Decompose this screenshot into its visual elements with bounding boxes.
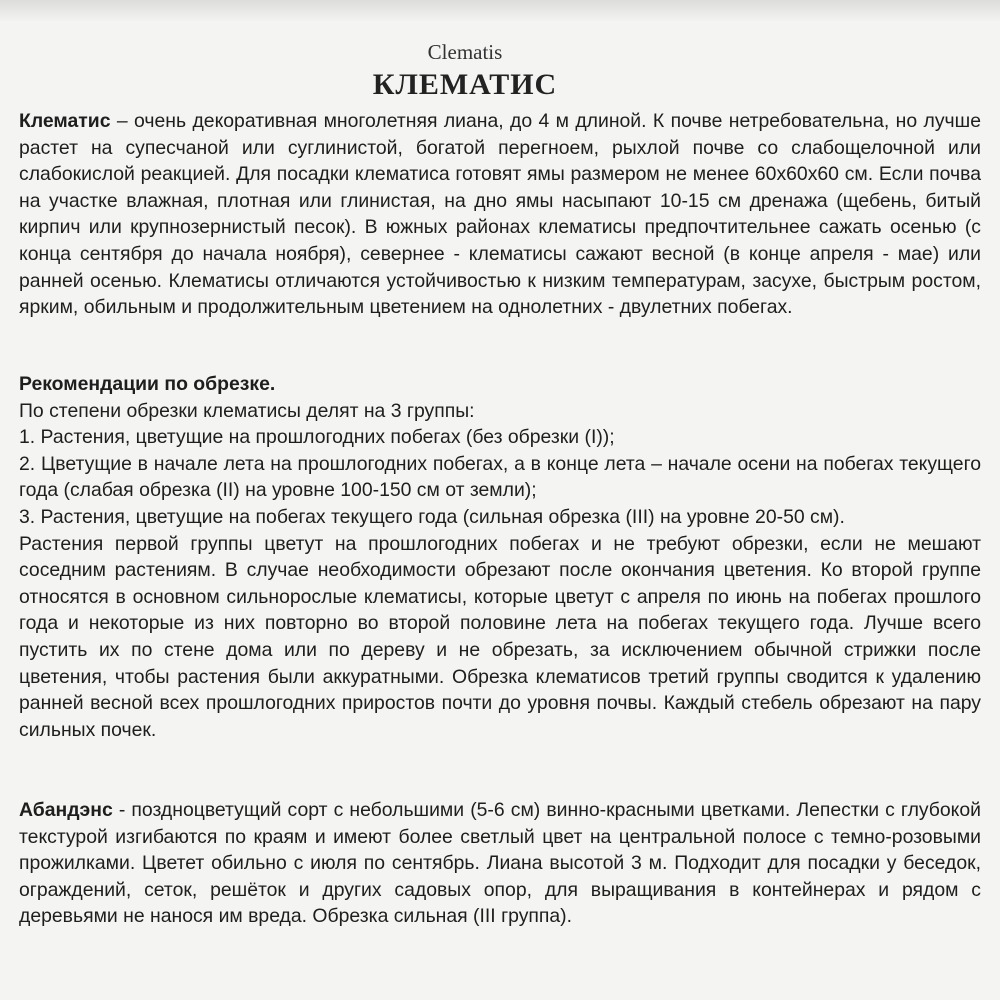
pruning-heading: Рекомендации по обрезке. [19, 373, 276, 395]
variety-text: - поздноцветущий сорт с небольшими (5-6 см) винно-красными цветками. Лепестки с глубокой текстурой изгибаются по краям и имеют более светлый цвет на центральной полосе с темно-розовыми прожилками. Цветет обильно с июля по сентябрь. Лиана высотой 3 м. Подходит для посадки у беседок, ограждений, сеток, решёток и других садовых опор, для выращивания в контейнерах и рядом с деревьями не нанося им вреда. Обрезка сильная (III группа). [19, 799, 981, 928]
variety-section [19, 797, 981, 930]
intro-paragraph [19, 108, 981, 321]
variety-paragraph [19, 797, 981, 930]
variety-name: Абандэнс [19, 799, 113, 821]
pruning-group-3: 3. Растения, цветущие на побегах текущего года (сильная обрезка (III) на уровне 20-50 см). [19, 505, 845, 528]
page-title: КЛЕМАТИС [372, 68, 558, 101]
pruning-group-2: 2. Цветущие в начале лета на прошлогодних побегах, а в конце лета – начале осени на побегах текущего года (слабая обрезка (II) на уровне 100-150 см от земли); [19, 452, 981, 502]
top-edge [0, 0, 1000, 22]
latin-title: Clematis [427, 40, 503, 64]
pruning-section [19, 371, 981, 743]
pruning-intro: По степени обрезки клематисы делят на 3 группы: [19, 399, 475, 422]
intro-text: – очень декоративная многолетняя лиана, до 4 м длиной. К почве нетребовательна, но лучше растет на супесчаной или суглинистой, богатой перегноем, рыхлой почве со слабощелочной или слабокислой реакцией. Для посадки клематиса готовят ямы размером не менее 60х60х60 см. Если почва на участке влажная, плотная или глинистая, на дно ямы насыпают 10-15 см дренажа (щебень, битый кирпич или крупнозернистый песок). В южных районах клематисы предпочтительнее сажать осенью (с конца сентября до начала ноября), севернее - клематисы сажают весной (в конце апреля - мае) или ранней осенью. Клематисы отличаются устойчивостью к низким температурам, засухе, быстрым ростом, ярким, обильным и продолжительным цветением на однолетних - двулетних побегах. [19, 110, 981, 319]
intro-term: Клематис [19, 110, 111, 132]
intro-section [19, 108, 981, 321]
pruning-group-1: 1. Растения, цветущие на прошлогодних побегах (без обрезки (I)); [19, 426, 615, 449]
pruning-details: Растения первой группы цветут на прошлогодних побегах и не требуют обрезки, если не мешают соседним растениям. В случае необходимости обрезают после окончания цветения. Ко второй группе относятся в основном сильнорослые клематисы, которые цветут с апреля по июнь на побегах прошлого года и некоторые из них повторно во второй половине лета на побегах текущего года. Лучше всего пустить их по стене дома или по дереву и не обрезать, за исключением обычной стрижки после цветения, чтобы растения были аккуратными. Обрезка клематисов третий группы сводится к удалению ранней весной всех прошлогодних приростов почти до уровня почвы. Каждый стебель обрезают на пару сильных почек. [19, 532, 981, 741]
